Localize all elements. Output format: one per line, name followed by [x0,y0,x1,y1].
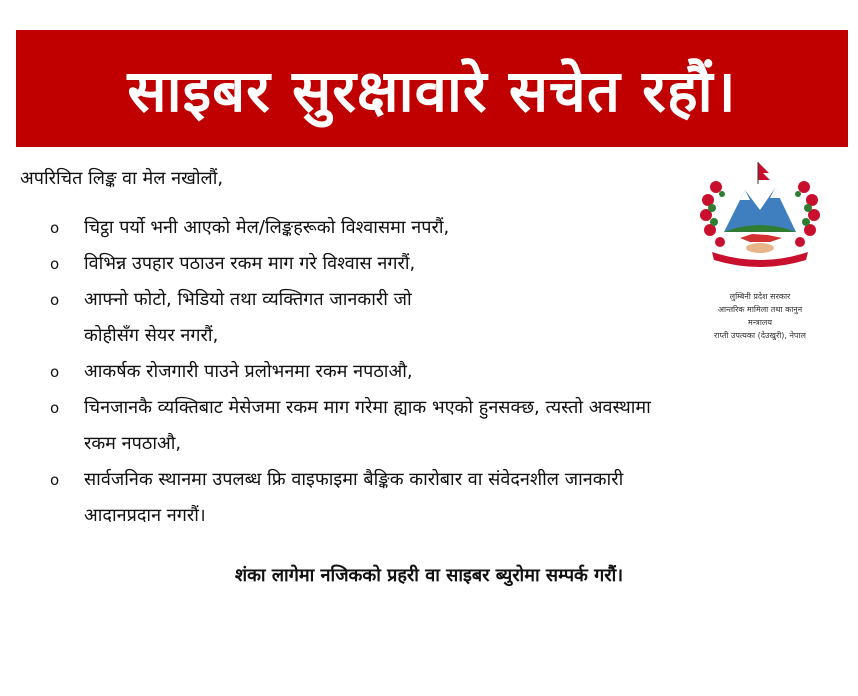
office-address [680,290,840,342]
bullet-marker: o [50,363,60,381]
banner-title: साइबर सुरक्षावारे सचेत रहौं। [127,57,737,125]
bullet-marker: o [50,219,60,237]
bullet-marker: o [50,255,60,273]
bullet-marker: o [50,291,60,309]
nepal-emblem-icon [690,160,830,270]
closing-message: शंका लागेमा नजिकको प्रहरी वा साइबर ब्युरोमा सम्पर्क गरौं। [234,565,624,586]
office-line-1: लुम्बिनी प्रदेश सरकार [729,292,791,301]
list-item [48,354,828,390]
list-item [48,390,828,462]
bullet-text-line: आदानप्रदान नगरौं। [84,505,206,526]
bullet-text-line: विभिन्न उपहार पठाउन रकम माग गरे विश्वास नगरौं, [84,253,416,274]
bullet-text-line: कोहीसँग सेयर नगरौं, [84,325,219,346]
title-banner [16,30,848,147]
bullet-text-line: आफ्नो फोटो, भिडियो तथा व्यक्तिगत जानकारी जो [84,289,412,310]
office-line-2: आन्तरिक मामिला तथा कानुन [717,305,803,314]
intro-text: अपरिचित लिङ्क वा मेल नखोलौं, [20,168,224,189]
bullet-marker: o [50,471,60,489]
bullet-text-line: चिट्ठा पर्यो भनी आएको मेल/लिङ्कहरूको विश्वासमा नपरौं, [84,217,450,238]
bullet-text-line: आकर्षक रोजगारी पाउने प्रलोभनमा रकम नपठाऔ, [84,361,413,382]
bullet-text-line: चिनजानकै व्यक्तिबाट मेसेजमा रकम माग गरेमा ह्याक भएको हुनसक्छ, त्यस्तो अवस्थामा [84,397,651,418]
office-line-4: राप्ती उपत्यका (देउखुरी), नेपाल [714,331,806,340]
list-item [48,462,828,534]
bullet-text-line: सार्वजनिक स्थानमा उपलब्ध फ्रि वाइफाइमा बैङ्किक कारोबार वा संवेदनशील जानकारी [84,469,624,490]
bullet-text-line: रकम नपठाऔ, [84,433,182,454]
bullet-marker: o [50,399,60,417]
office-line-3: मन्त्रालय [748,318,772,327]
